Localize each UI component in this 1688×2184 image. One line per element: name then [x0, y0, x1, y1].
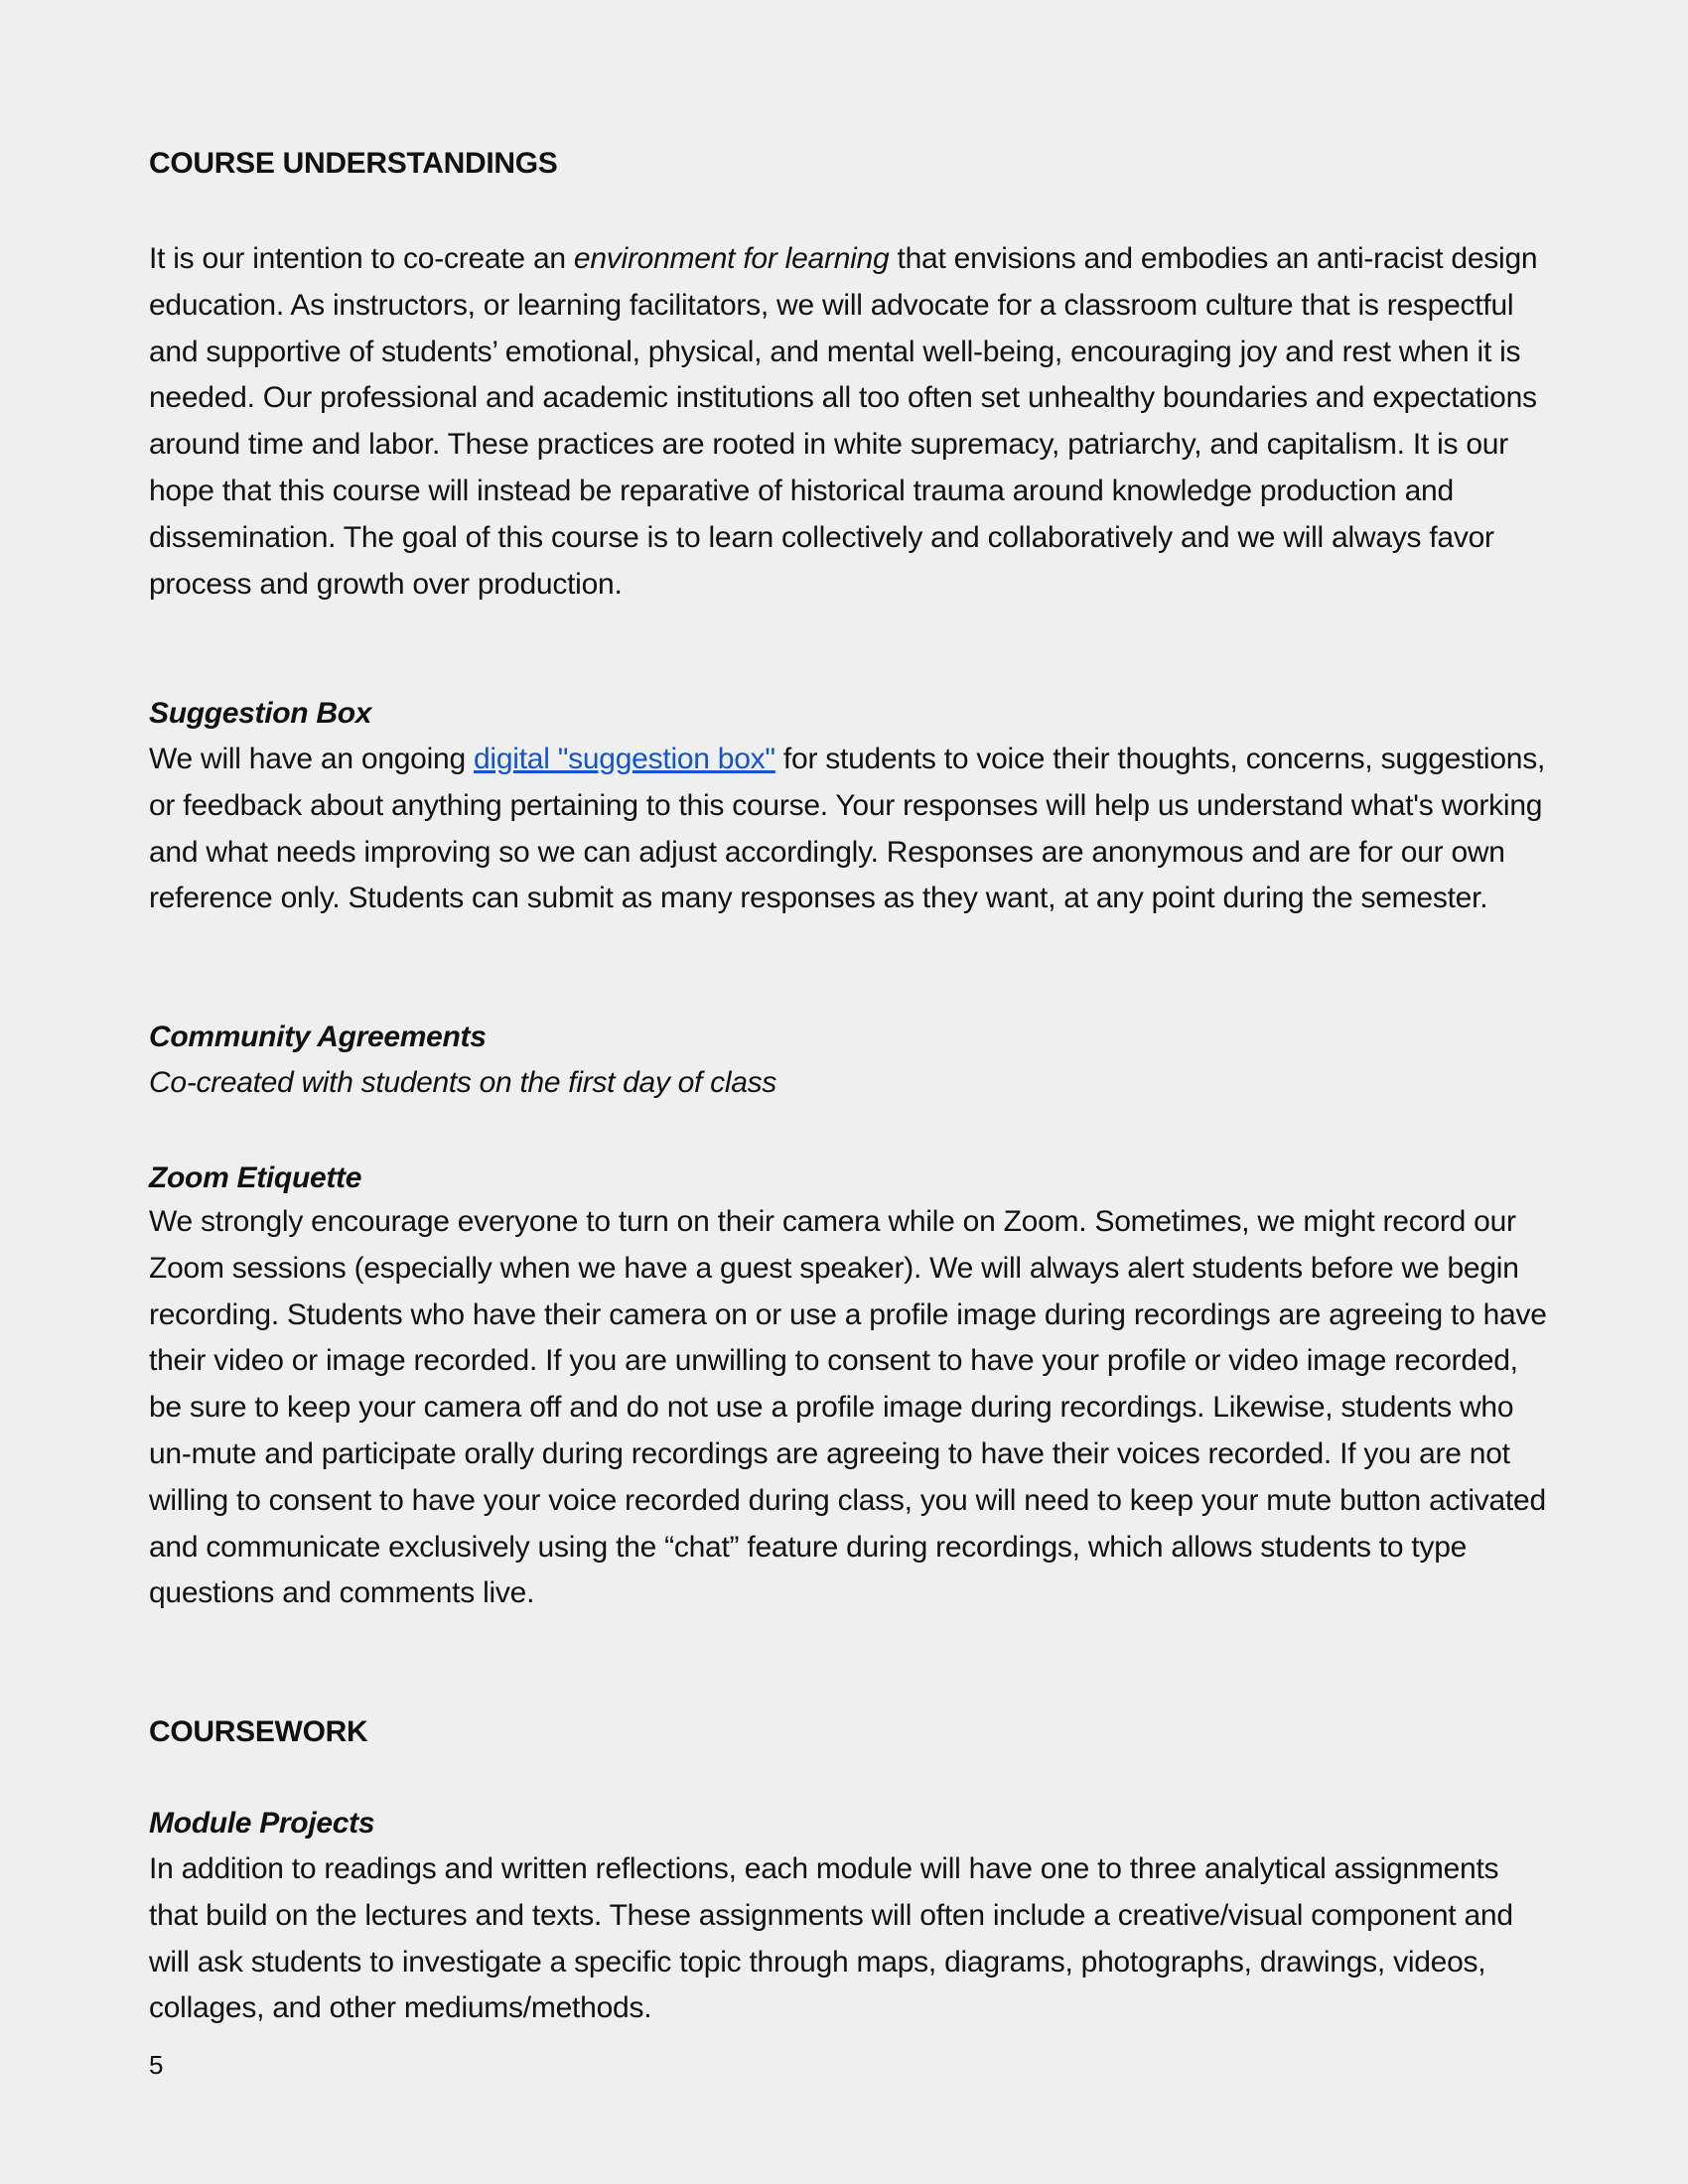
intro-text-start: It is our intention to co-create an	[149, 242, 574, 275]
suggestion-box-paragraph	[149, 737, 1549, 922]
subheading-community-agreements: Community Agreements	[149, 1021, 487, 1053]
subheading-suggestion-box: Suggestion Box	[149, 697, 372, 730]
subheading-module-projects: Module Projects	[149, 1807, 375, 1840]
section-heading-coursework: COURSEWORK	[149, 1715, 368, 1748]
suggestion-box-text-start: We will have an ongoing	[149, 743, 474, 775]
module-projects-paragraph: In addition to readings and written reflections, each module will have one to three analytical assignments that build on the lectures and texts. These assignments will often include a creative/visual component and will ask students to investigate a specific topic through maps, diagrams, photographs, drawings, videos, collages, and other mediums/methods.	[149, 1852, 1513, 2025]
subheading-zoom-etiquette: Zoom Etiquette	[149, 1161, 362, 1194]
community-agreements-text: Co-created with students on the first day of class	[149, 1066, 776, 1099]
suggestion-box-text-rest: for students to voice their thoughts, concerns, suggestions, or feedback about anything pertaining to this course. Your responses will help us understand what's working and what needs improving so we can adjust accordingly. Responses are anonymous and are for our own reference only. Students can submit as many responses as they want, at any point during the semester.	[149, 743, 1546, 915]
zoom-etiquette-paragraph: We strongly encourage everyone to turn on their camera while on Zoom. Sometimes, we might record our Zoom sessions (especially when we have a guest speaker). We will always alert students before we begin recording. Students who have their camera on or use a profile image during recordings are agreeing to have their video or image recorded. If you are unwilling to consent to have your profile or video image recorded, be sure to keep your camera off and do not use a profile image during recordings. Likewise, students who un-mute and participate orally during recordings are agreeing to have their voices recorded. If you are not willing to consent to have your voice recorded during class, you will need to keep your mute button activated and communicate exclusively using the “chat” feature during recordings, which allows students to type questions and comments live.	[149, 1205, 1547, 1610]
intro-emphasis: environment for learning	[573, 242, 890, 275]
intro-text-rest: that envisions and embodies an anti-racist design education. As instructors, or learning facilitators, we will advocate for a classroom culture that is respectful and supportive of students’ emotional, physical, and mental well-being, encouraging joy and rest when it is needed. Our professional and academic institutions all too often set unhealthy boundaries and expectations around time and labor. These practices are rooted in white supremacy, patriarchy, and capitalism. It is our hope that this course will instead be reparative of historical trauma around knowledge production and dissemination. The goal of this course is to learn collectively and collaboratively and we will always favor process and growth over production.	[149, 242, 1538, 601]
suggestion-box-link[interactable]: digital "suggestion box"	[474, 743, 775, 775]
section-heading-course-understandings: COURSE UNDERSTANDINGS	[149, 147, 558, 180]
intro-paragraph	[149, 236, 1549, 608]
page-number: 5	[149, 2050, 164, 2080]
